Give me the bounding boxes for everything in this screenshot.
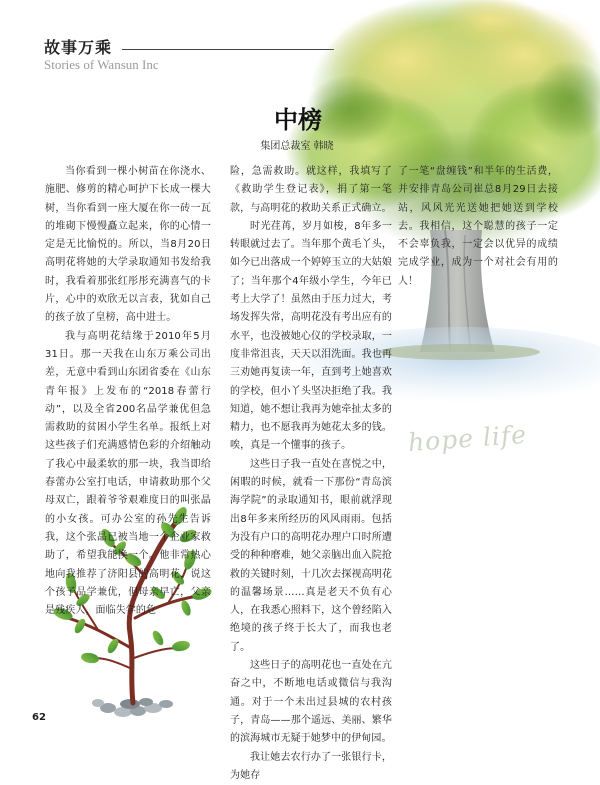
paragraph: 这些日子我一直处在喜悦之中，闲暇的时候，就看一下那份“青岛滨海学院”的录取通知书，眼前就浮现出8年多来所经历的风风雨雨。包括为没有户口的高明花办理户口时所遭受的种种磨难，她父亲脑出血入院抢救的关键时刻，十几次去探视高明花的温馨场景……真是老天不负有心人，在我悉心照料下，这个曾经陷入绝境的孩子终于长大了，而我也老了。 — [230, 456, 392, 657]
article-column-1 — [45, 163, 211, 505]
article-column-3 — [398, 163, 558, 239]
column-subtitle: Stories of Wansun Inc — [44, 57, 159, 73]
article-column-2 — [230, 163, 392, 641]
paragraph: 险，急需救助。就这样，我填写了《救助学生登记表》，捐了第一笔款，与高明花的救助关系正式确立。 — [230, 163, 392, 218]
paragraph: 我让她去农行办了一张银行卡，为她存 — [230, 749, 392, 785]
article-title: 中榜 — [228, 100, 368, 135]
hope-life-watermark: hope life — [407, 420, 528, 457]
paragraph: 时光荏苒，岁月如梭，8年多一转眼就过去了。当年那个黄毛丫头，如今已出落成一个婷婷玉立的大姑娘了；当年那个4年级小学生，今年已考上大学了！虽然由于压力过大，考场发挥失常，高明花没有考出应有的水平，也没被她心仪的学校录取，一度非常沮丧，天天以泪洗面。我也再三劝她再复读一年，直到考上她喜欢的学校，但小丫头坚决拒绝了我。我知道，她不想让我再为她牵扯太多的精力，也不愿我再为她花太多的钱。唉，真是一个懂事的孩子。 — [230, 218, 392, 456]
paragraph: 了一笔“盘缠钱”和半年的生活费，并安排青岛公司崔总8月29日去接站，风风光光送她把她送到学校去。我相信，这个聪慧的孩子一定不会辜负我，一定会以优异的成绩完成学业，成为一个对社会有用的人！ — [398, 163, 558, 291]
header-rule — [122, 49, 334, 50]
paragraph: 我与高明花结缘于2010年5月31日。那一天我在山东万乘公司出差，无意中看到山东团省委在《山东青年报》上发布的“2018春蕾行动”，以及全省200名品学兼优但急需救助的贫困小学生名单。报纸上对这些孩子们充满感情色彩的介绍触动了我心中最柔软的那一块，我当即给春蕾办公室打电话，申请救助那个父母双亡，跟着爷爷艰难度日的叫张晶的小女孩。可办公室的孙先生告诉我，这个张晶已被当地一个企业家救助了，希望我能换一个。他非常热心地向我推荐了济阳县的高明花，说这个孩子品学兼优，但母亲早亡，父亲是残疾人，面临失学的危 — [45, 328, 211, 621]
paragraph: 当你看到一棵小树苗在你浇水、施肥、修剪的精心呵护下长成一棵大树，当你看到一座大厦在你一砖一瓦的堆砌下慢慢矗立起来，你的心情一定是无比愉悦的。所以，当8月20日高明花将她的大学录取通知书发给我时，我看着那张红彤彤充满喜气的卡片，心中的欢欣无以言表，犹如自己的孩子放了皇榜，高中进士。 — [45, 163, 211, 328]
paragraph: 这些日子的高明花也一直处在亢奋之中，不断地电话或微信与我沟通。对于一个未出过县城的农村孩子，青岛——那个遥远、美丽、繁华的滨海城市无疑于她梦中的伊甸园。 — [230, 657, 392, 748]
page-number: 62 — [32, 712, 46, 723]
article-author: 集团总裁室 韩晓 — [222, 137, 372, 152]
column-title: 故事万乘 — [44, 35, 112, 58]
